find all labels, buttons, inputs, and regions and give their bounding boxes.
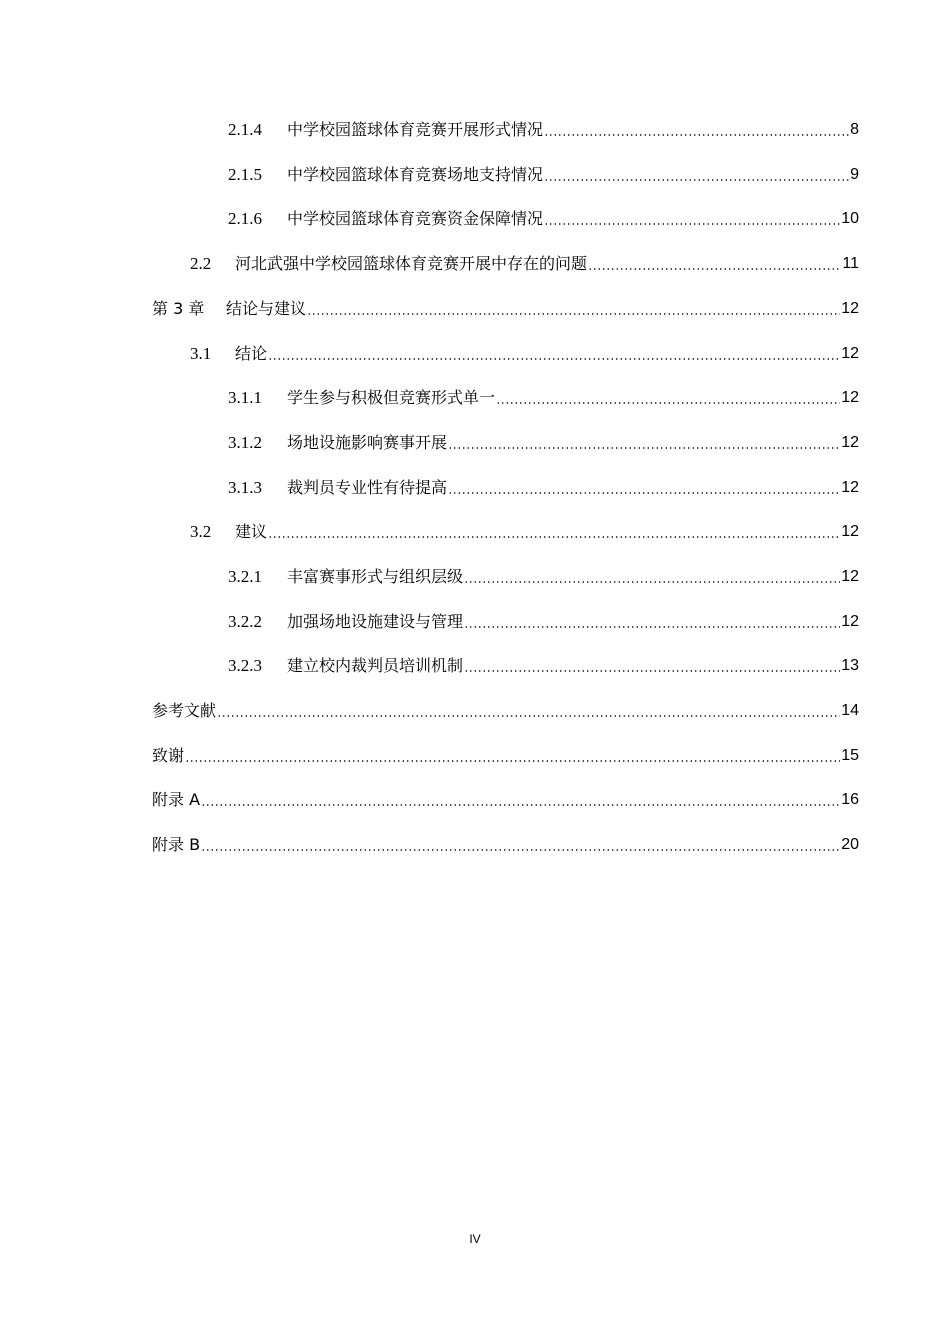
toc-entry-title: 中学校园篮球体育竞赛开展形式情况 <box>287 120 544 139</box>
toc-entry[interactable] <box>190 518 859 542</box>
toc-leader-dots <box>448 447 840 449</box>
toc-entry-number: 3.1.3 <box>228 478 262 497</box>
toc-entry-number: 2.2 <box>190 254 212 273</box>
toc-entry-title: 建议 <box>235 522 268 541</box>
toc-entry-number: 3.1.2 <box>228 433 262 452</box>
toc-entry-title: 结论 <box>235 344 268 363</box>
toc-entry-title: 丰富赛事形式与组织层级 <box>287 567 464 586</box>
toc-entry-page: 9 <box>850 166 859 183</box>
toc-entry[interactable] <box>190 340 859 364</box>
toc-entry-number: 3.2 <box>190 522 212 541</box>
toc-leader-dots <box>544 223 840 225</box>
toc-entry-title: 附录 B <box>152 835 201 854</box>
toc-entry[interactable] <box>190 250 859 274</box>
toc-entry-page: 10 <box>841 210 859 227</box>
toc-leader-dots <box>307 313 840 315</box>
toc-leader-dots <box>544 134 849 136</box>
toc-entry-page: 12 <box>841 345 859 362</box>
toc-entry-number: 2.1.4 <box>228 120 262 139</box>
toc-entry-page: 13 <box>841 657 859 674</box>
toc-entry-title: 中学校园篮球体育竞赛场地支持情况 <box>287 165 544 184</box>
toc-entry-title: 学生参与积极但竞赛形式单一 <box>287 388 496 407</box>
toc-entry-number: 3.1.1 <box>228 388 262 407</box>
toc-entry-title: 裁判员专业性有待提高 <box>287 478 448 497</box>
toc-entry-page: 12 <box>841 434 859 451</box>
toc-entry-number: 2.1.6 <box>228 209 262 228</box>
toc-leader-dots <box>201 849 840 851</box>
toc-entry-page: 8 <box>850 121 859 138</box>
toc-leader-dots <box>464 670 840 672</box>
toc-entry-chapter[interactable] <box>152 295 859 319</box>
toc-entry[interactable] <box>228 563 859 587</box>
toc-entry-number: 3.2.3 <box>228 656 262 675</box>
toc-entry-page: 12 <box>841 389 859 406</box>
toc-entry-number: 2.1.5 <box>228 165 262 184</box>
toc-entry-title: 河北武强中学校园篮球体育竞赛开展中存在的问题 <box>235 254 588 273</box>
toc-entry-page: 14 <box>841 702 859 719</box>
toc-entry-page: 15 <box>841 747 859 764</box>
toc-entry-title: 中学校园篮球体育竞赛资金保障情况 <box>287 209 544 228</box>
toc-entry-title: 附录 A <box>152 790 201 809</box>
toc-entry-number: 3.1 <box>190 344 212 363</box>
toc-entry[interactable] <box>228 474 859 498</box>
toc-entry-number: 3.2.2 <box>228 612 262 631</box>
toc-entry-number: 3.2.1 <box>228 567 262 586</box>
toc-leader-dots <box>496 402 840 404</box>
toc-entry-acknowledgements[interactable] <box>152 742 859 766</box>
toc-entry[interactable] <box>228 116 859 140</box>
toc-entry-appendix-b[interactable] <box>152 831 859 855</box>
toc-leader-dots <box>464 626 840 628</box>
toc-entry-title: 结论与建议 <box>226 299 307 318</box>
toc-entry[interactable] <box>228 608 859 632</box>
toc-leader-dots <box>544 179 849 181</box>
toc-entry[interactable] <box>228 652 859 676</box>
page-footer-number: IV <box>469 1232 481 1246</box>
toc-entry-title: 致谢 <box>152 746 185 765</box>
toc-leader-dots <box>201 804 840 806</box>
toc-entry-page: 16 <box>841 791 859 808</box>
toc-leader-dots <box>268 358 840 360</box>
toc-entry-page: 20 <box>841 836 859 853</box>
toc-leader-dots <box>448 492 840 494</box>
toc-leader-dots <box>268 536 840 538</box>
toc-entry-appendix-a[interactable] <box>152 786 859 810</box>
toc-entry[interactable] <box>228 429 859 453</box>
toc-entry-title: 建立校内裁判员培训机制 <box>287 656 464 675</box>
toc-entry[interactable] <box>228 205 859 229</box>
toc-leader-dots <box>588 268 841 270</box>
toc-entry-page: 12 <box>841 300 859 317</box>
toc-leader-dots <box>217 715 840 717</box>
toc-entry-page: 12 <box>841 613 859 630</box>
toc-entry-page: 12 <box>841 523 859 540</box>
toc-entry-title: 参考文献 <box>152 701 217 720</box>
toc-entry[interactable] <box>228 384 859 408</box>
toc-entry-title: 场地设施影响赛事开展 <box>287 433 448 452</box>
toc-entry[interactable] <box>228 161 859 185</box>
toc-entry-references[interactable] <box>152 697 859 721</box>
toc-entry-page: 11 <box>842 255 859 272</box>
toc-leader-dots <box>185 760 840 762</box>
toc-leader-dots <box>464 581 840 583</box>
toc-entry-number: 第 3 章 <box>152 299 205 318</box>
toc-entry-title: 加强场地设施建设与管理 <box>287 612 464 631</box>
toc-entry-page: 12 <box>841 479 859 496</box>
toc-entry-page: 12 <box>841 568 859 585</box>
